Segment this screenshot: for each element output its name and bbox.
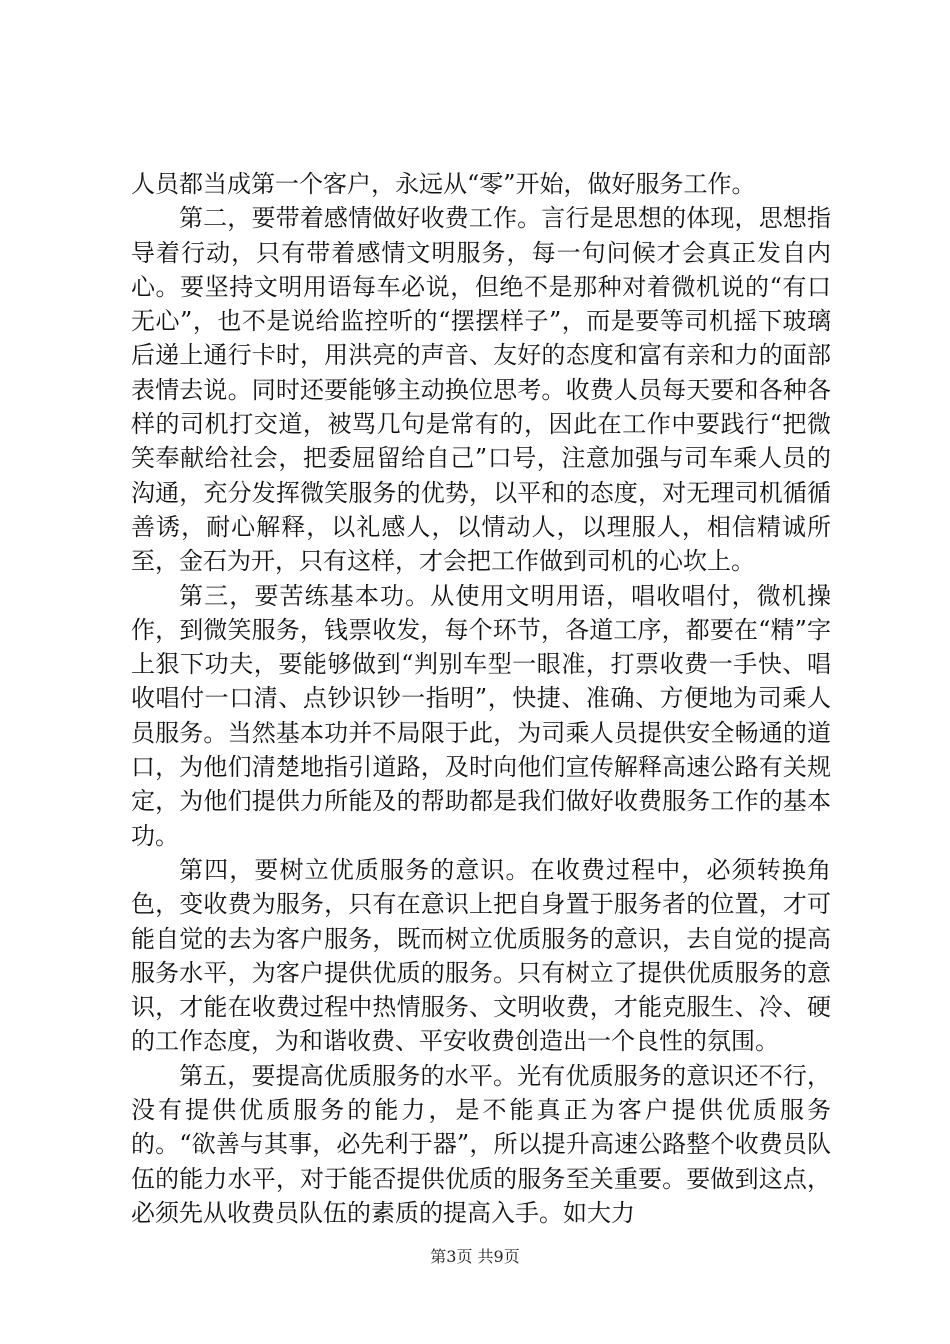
document-body [131, 167, 831, 1230]
paragraph-fifth: 第五，要提高优质服务的水平。光有优质服务的意识还不行，没有提供优质服务的能力，是不能真正为客户提供优质服务的。“欲善与其事，必先利于器”，所以提升高速公路整个收费员队伍的能力水平，对于能否提供优质的服务至关重要。要做到这点，必须先从收费员队伍的素质的提高入手。如大力 [131, 1061, 831, 1227]
paragraph-fourth: 第四，要树立优质服务的意识。在收费过程中，必须转换角色，变收费为服务，只有在意识上把自身置于服务者的位置，才可能自觉的去为客户服务，既而树立优质服务的意识，去自觉的提高服务水平，为客户提供优质的服务。只有树立了提供优质服务的意识，才能在收费过程中热情服务、文明收费，才能克服生、冷、硬的工作态度，为和谐收费、平安收费创造出一个良性的氛围。 [131, 855, 831, 1056]
paragraph-continuation: 人员都当成第一个客户，永远从“零”开始，做好服务工作。 [131, 170, 756, 198]
paragraph-second: 第二，要带着感情做好收费工作。言行是思想的体现，思想指导着行动，只有带着感情文明服务，每一句问候才会真正发自内心。要坚持文明用语每车必说，但绝不是那种对着微机说的“有口无心”，也不是说给监控听的“摆摆样子”，而是要等司机摇下玻璃后递上通行卡时，用洪亮的声音、友好的态度和富有亲和力的面部表情去说。同时还要能够主动换位思考。收费人员每天要和各种各样的司机打交道，被骂几句是常有的，因此在工作中要践行“把微笑奉献给社会，把委屈留给自己”口号，注意加强与司车乘人员的沟通，充分发挥微笑服务的优势，以平和的态度，对无理司机循循善诱，耐心解释，以礼感人，以情动人，以理服人，相信精诚所至，金石为开，只有这样，才会把工作做到司机的心坎上。 [131, 204, 831, 576]
page-number-footer: 第3页 共9页 [430, 1247, 520, 1266]
paragraph-third: 第三，要苦练基本功。从使用文明用语，唱收唱付，微机操作，到微笑服务，钱票收发，每个环节，各道工序，都要在“精”字上狠下功夫，要能够做到“判别车型一眼准，打票收费一手快、唱收唱付一口清、点钞识钞一指明”，快捷、准确、方便地为司乘人员服务。当然基本功并不局限于此，为司乘人员提供安全畅通的道口，为他们清楚地指引道路，及时向他们宣传解释高速公路有关规定，为他们提供力所能及的帮助都是我们做好收费服务工作的基本功。 [131, 581, 831, 850]
